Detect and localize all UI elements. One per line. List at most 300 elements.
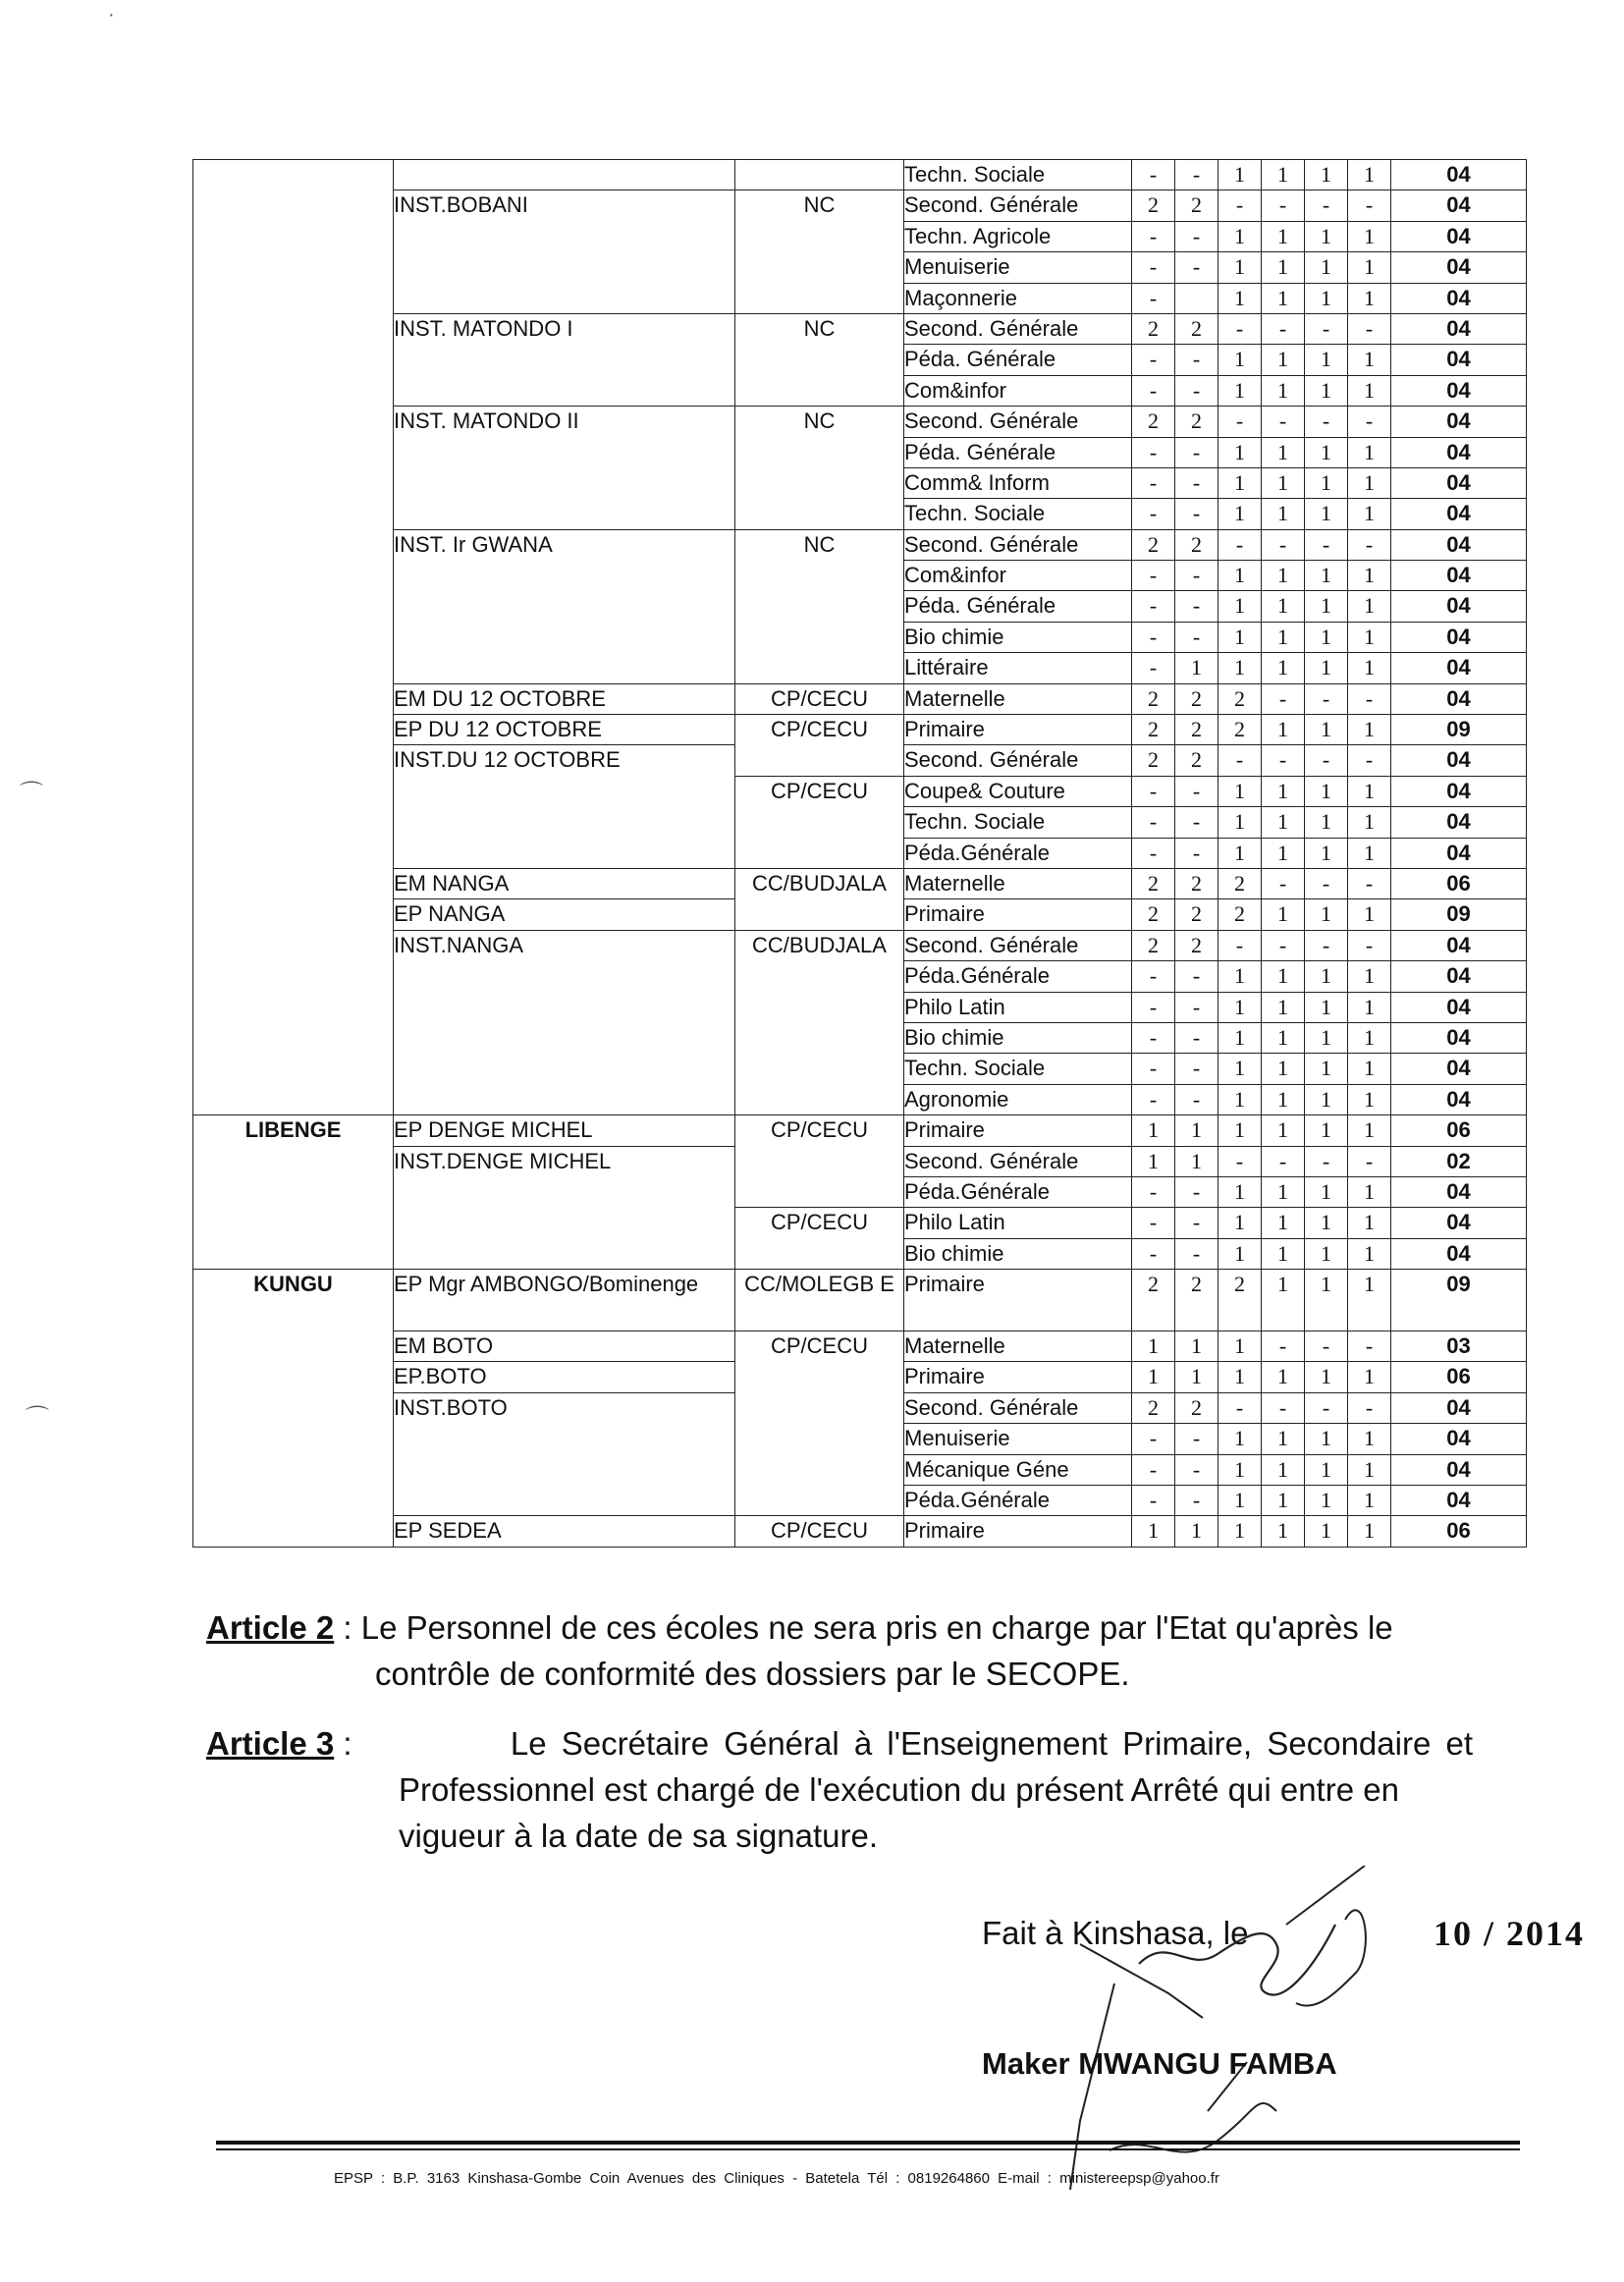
cell-school: [394, 252, 735, 283]
cell-class-count: 1: [1218, 1176, 1262, 1207]
cell-class-count: 1: [1218, 992, 1262, 1022]
cell-total: 04: [1391, 375, 1527, 406]
cell-total: 04: [1391, 1022, 1527, 1053]
cell-class-count: 2: [1132, 529, 1175, 560]
cell-class-count: 1: [1348, 561, 1391, 591]
cell-class-count: 1: [1218, 1115, 1262, 1146]
cell-class-count: 1: [1218, 1362, 1262, 1392]
cell-total: 04: [1391, 992, 1527, 1022]
cell-class-count: -: [1132, 345, 1175, 375]
cell-class-count: 1: [1218, 807, 1262, 838]
cell-management: NC: [735, 313, 904, 344]
cell-total: 04: [1391, 221, 1527, 251]
cell-school: [394, 992, 735, 1022]
cell-school: EP SEDEA: [394, 1516, 735, 1547]
cell-class-count: -: [1262, 1331, 1305, 1362]
cell-management: CP/CECU: [735, 1331, 904, 1362]
cell-class-count: -: [1132, 1486, 1175, 1516]
cell-territory: [193, 1362, 394, 1392]
cell-class-count: 1: [1348, 1115, 1391, 1146]
cell-option: Philo Latin: [904, 1208, 1132, 1238]
cell-class-count: -: [1175, 252, 1218, 283]
cell-option: Techn. Sociale: [904, 160, 1132, 190]
cell-management: [735, 807, 904, 838]
cell-class-count: 1: [1218, 345, 1262, 375]
cell-territory: [193, 992, 394, 1022]
cell-school: [394, 1208, 735, 1238]
cell-class-count: -: [1132, 653, 1175, 683]
cell-option: Primaire: [904, 1516, 1132, 1547]
cell-class-count: 1: [1218, 375, 1262, 406]
cell-option: Maçonnerie: [904, 283, 1132, 313]
cell-class-count: 1: [1262, 1486, 1305, 1516]
table-row: [193, 437, 1527, 467]
cell-school: [394, 160, 735, 190]
cell-territory: [193, 407, 394, 437]
cell-class-count: 1: [1132, 1331, 1175, 1362]
cell-total: 04: [1391, 745, 1527, 776]
cell-class-count: 1: [1218, 838, 1262, 868]
cell-school: [394, 838, 735, 868]
margin-mark: ⌒: [20, 781, 43, 807]
cell-class-count: 2: [1132, 190, 1175, 221]
cell-option: Comm& Inform: [904, 467, 1132, 498]
table-row: [193, 1331, 1527, 1362]
cell-class-count: 1: [1348, 375, 1391, 406]
cell-class-count: 1: [1348, 283, 1391, 313]
cell-territory: [193, 529, 394, 560]
cell-class-count: -: [1132, 622, 1175, 652]
cell-class-count: 2: [1175, 930, 1218, 960]
cell-class-count: 1: [1305, 1424, 1348, 1454]
cell-total: 04: [1391, 561, 1527, 591]
cell-management: [735, 252, 904, 283]
cell-total: 04: [1391, 1054, 1527, 1084]
cell-territory: [193, 499, 394, 529]
cell-class-count: 1: [1305, 1486, 1348, 1516]
cell-management: CC/BUDJALA: [735, 868, 904, 898]
cell-class-count: 2: [1132, 745, 1175, 776]
cell-management: NC: [735, 407, 904, 437]
table-row: [193, 961, 1527, 992]
cell-option: Com&infor: [904, 375, 1132, 406]
cell-total: 04: [1391, 1084, 1527, 1114]
cell-management: NC: [735, 529, 904, 560]
cell-class-count: 1: [1305, 838, 1348, 868]
cell-class-count: 2: [1218, 1270, 1262, 1331]
cell-class-count: 1: [1218, 252, 1262, 283]
cell-option: Agronomie: [904, 1084, 1132, 1114]
table-row: [193, 252, 1527, 283]
cell-class-count: 1: [1262, 1238, 1305, 1269]
cell-territory: [193, 899, 394, 930]
cell-class-count: 1: [1262, 992, 1305, 1022]
cell-class-count: 1: [1305, 776, 1348, 806]
table-row: [193, 375, 1527, 406]
cell-class-count: 1: [1305, 345, 1348, 375]
table-row: [193, 1208, 1527, 1238]
table-row: [193, 313, 1527, 344]
cell-total: 04: [1391, 467, 1527, 498]
cell-class-count: 1: [1218, 653, 1262, 683]
cell-management: [735, 1424, 904, 1454]
cell-class-count: -: [1175, 1208, 1218, 1238]
cell-class-count: 1: [1262, 715, 1305, 745]
cell-management: [735, 1392, 904, 1423]
cell-class-count: 1: [1218, 1238, 1262, 1269]
cell-class-count: 1: [1305, 807, 1348, 838]
article-2-separator: :: [334, 1609, 361, 1646]
cell-class-count: 1: [1305, 1516, 1348, 1547]
cell-class-count: -: [1175, 160, 1218, 190]
cell-territory: [193, 437, 394, 467]
cell-option: Primaire: [904, 715, 1132, 745]
cell-management: [735, 561, 904, 591]
cell-option: Maternelle: [904, 683, 1132, 714]
cell-class-count: -: [1262, 313, 1305, 344]
cell-class-count: 2: [1175, 683, 1218, 714]
cell-territory: [193, 807, 394, 838]
cell-school: [394, 1454, 735, 1485]
cell-class-count: -: [1132, 1022, 1175, 1053]
cell-territory: [193, 345, 394, 375]
cell-total: 04: [1391, 1392, 1527, 1423]
cell-class-count: 1: [1262, 283, 1305, 313]
cell-class-count: -: [1175, 437, 1218, 467]
table-row: [193, 1486, 1527, 1516]
cell-class-count: -: [1175, 221, 1218, 251]
cell-class-count: 2: [1175, 1270, 1218, 1331]
cell-total: 04: [1391, 160, 1527, 190]
article-3-text-line2: Professionnel est chargé de l'exécution du présent Arrêté qui entre en: [399, 1771, 1399, 1808]
cell-class-count: 1: [1348, 1516, 1391, 1547]
table-body: [193, 160, 1527, 1548]
cell-class-count: 1: [1132, 1146, 1175, 1176]
cell-class-count: 1: [1348, 992, 1391, 1022]
cell-class-count: 1: [1132, 1115, 1175, 1146]
cell-class-count: -: [1348, 745, 1391, 776]
cell-class-count: 2: [1132, 407, 1175, 437]
cell-class-count: -: [1175, 807, 1218, 838]
cell-management: [735, 622, 904, 652]
cell-class-count: -: [1132, 961, 1175, 992]
cell-class-count: 1: [1305, 1362, 1348, 1392]
school-list-table: [192, 159, 1527, 1548]
cell-option: Maternelle: [904, 1331, 1132, 1362]
cell-class-count: -: [1132, 375, 1175, 406]
cell-class-count: -: [1175, 622, 1218, 652]
cell-territory: [193, 591, 394, 622]
cell-territory: KUNGU: [193, 1270, 394, 1331]
cell-class-count: 1: [1218, 1054, 1262, 1084]
cell-class-count: 1: [1218, 283, 1262, 313]
cell-class-count: -: [1132, 1238, 1175, 1269]
cell-school: [394, 961, 735, 992]
cell-option: Primaire: [904, 1115, 1132, 1146]
cell-school: EM DU 12 OCTOBRE: [394, 683, 735, 714]
article-3-label: Article 3: [206, 1725, 335, 1762]
table-row: [193, 407, 1527, 437]
cell-option: Bio chimie: [904, 622, 1132, 652]
cell-territory: [193, 868, 394, 898]
cell-class-count: -: [1218, 1392, 1262, 1423]
cell-class-count: 1: [1262, 437, 1305, 467]
cell-class-count: -: [1132, 252, 1175, 283]
cell-class-count: -: [1175, 776, 1218, 806]
cell-class-count: 1: [1218, 961, 1262, 992]
cell-class-count: -: [1132, 437, 1175, 467]
cell-class-count: 1: [1262, 1362, 1305, 1392]
cell-management: [735, 1054, 904, 1084]
cell-territory: [193, 160, 394, 190]
cell-class-count: 1: [1348, 807, 1391, 838]
table-row: [193, 190, 1527, 221]
cell-class-count: 2: [1132, 899, 1175, 930]
cell-school: [394, 375, 735, 406]
cell-option: Second. Générale: [904, 407, 1132, 437]
cell-total: 04: [1391, 807, 1527, 838]
cell-class-count: -: [1132, 561, 1175, 591]
cell-management: [735, 838, 904, 868]
cell-class-count: 1: [1262, 1454, 1305, 1485]
cell-territory: [193, 1238, 394, 1269]
table-row: [193, 561, 1527, 591]
cell-class-count: -: [1175, 992, 1218, 1022]
cell-total: 04: [1391, 1238, 1527, 1269]
cell-class-count: -: [1305, 407, 1348, 437]
cell-class-count: 1: [1305, 622, 1348, 652]
cell-class-count: 1: [1262, 252, 1305, 283]
cell-class-count: 1: [1262, 1084, 1305, 1114]
cell-class-count: 1: [1175, 1331, 1218, 1362]
cell-class-count: -: [1175, 1176, 1218, 1207]
cell-school: [394, 1084, 735, 1114]
cell-class-count: 1: [1305, 375, 1348, 406]
cell-class-count: 1: [1348, 437, 1391, 467]
cell-option: Second. Générale: [904, 529, 1132, 560]
table-row: [193, 1084, 1527, 1114]
cell-class-count: 1: [1218, 1424, 1262, 1454]
cell-class-count: -: [1218, 313, 1262, 344]
cell-class-count: -: [1132, 1176, 1175, 1207]
cell-class-count: 1: [1262, 561, 1305, 591]
cell-territory: [193, 313, 394, 344]
cell-total: 04: [1391, 838, 1527, 868]
cell-management: [735, 591, 904, 622]
table-row: [193, 160, 1527, 190]
cell-class-count: 2: [1132, 868, 1175, 898]
cell-class-count: -: [1305, 683, 1348, 714]
cell-school: [394, 1270, 735, 1331]
cell-class-count: 1: [1348, 467, 1391, 498]
cell-school: INST.NANGA: [394, 930, 735, 960]
cell-class-count: -: [1132, 1454, 1175, 1485]
cell-option: Littéraire: [904, 653, 1132, 683]
cell-class-count: -: [1132, 221, 1175, 251]
cell-total: 04: [1391, 653, 1527, 683]
cell-territory: LIBENGE: [193, 1115, 394, 1146]
table-row: [193, 1270, 1527, 1331]
cell-class-count: -: [1175, 961, 1218, 992]
cell-class-count: 1: [1348, 1424, 1391, 1454]
cell-class-count: 2: [1132, 313, 1175, 344]
table-row: [193, 930, 1527, 960]
article-2: [206, 1604, 1473, 1697]
cell-school: [394, 776, 735, 806]
cell-territory: [193, 1176, 394, 1207]
cell-option: Péda. Générale: [904, 345, 1132, 375]
cell-school: [394, 561, 735, 591]
cell-class-count: 1: [1262, 1208, 1305, 1238]
cell-school: INST.BOTO: [394, 1392, 735, 1423]
cell-territory: [193, 283, 394, 313]
cell-class-count: 1: [1175, 653, 1218, 683]
cell-class-count: -: [1348, 868, 1391, 898]
cell-territory: [193, 930, 394, 960]
cell-class-count: -: [1262, 930, 1305, 960]
cell-management: [735, 467, 904, 498]
cell-management: NC: [735, 190, 904, 221]
cell-class-count: -: [1305, 868, 1348, 898]
cell-class-count: 2: [1218, 715, 1262, 745]
cell-school: INST. MATONDO I: [394, 313, 735, 344]
cell-option: Philo Latin: [904, 992, 1132, 1022]
cell-total: 04: [1391, 313, 1527, 344]
cell-class-count: 2: [1132, 715, 1175, 745]
cell-management: [735, 345, 904, 375]
cell-class-count: 1: [1305, 653, 1348, 683]
cell-class-count: 1: [1175, 1516, 1218, 1547]
cell-total: 04: [1391, 529, 1527, 560]
cell-class-count: 1: [1348, 776, 1391, 806]
cell-class-count: 1: [1305, 1238, 1348, 1269]
cell-management: CP/CECU: [735, 776, 904, 806]
cell-class-count: 1: [1175, 1115, 1218, 1146]
cell-class-count: 2: [1175, 745, 1218, 776]
cell-class-count: -: [1132, 1054, 1175, 1084]
cell-total: 04: [1391, 776, 1527, 806]
cell-school: [394, 653, 735, 683]
cell-class-count: 1: [1218, 1331, 1262, 1362]
cell-class-count: 1: [1305, 1270, 1348, 1331]
cell-territory: [193, 252, 394, 283]
cell-class-count: 1: [1262, 345, 1305, 375]
cell-school: [394, 1054, 735, 1084]
cell-school: [394, 1022, 735, 1053]
cell-class-count: -: [1262, 745, 1305, 776]
cell-territory: [193, 776, 394, 806]
cell-class-count: 1: [1348, 961, 1391, 992]
table-row: [193, 529, 1527, 560]
cell-class-count: 1: [1218, 776, 1262, 806]
cell-class-count: -: [1262, 190, 1305, 221]
cell-class-count: -: [1262, 683, 1305, 714]
signatory-name: Maker MWANGU FAMBA: [982, 2046, 1337, 2081]
cell-class-count: 2: [1175, 868, 1218, 898]
cell-total: 06: [1391, 868, 1527, 898]
cell-management: CC/BUDJALA: [735, 930, 904, 960]
cell-class-count: 1: [1305, 437, 1348, 467]
cell-total: 09: [1391, 715, 1527, 745]
cell-management: [735, 745, 904, 776]
table-row: [193, 1392, 1527, 1423]
cell-class-count: -: [1132, 838, 1175, 868]
cell-management: [735, 221, 904, 251]
cell-class-count: 1: [1305, 961, 1348, 992]
place-date-line: Fait à Kinshasa, le: [982, 1915, 1249, 1951]
cell-option: Second. Générale: [904, 190, 1132, 221]
cell-territory: [193, 221, 394, 251]
cell-territory: [193, 745, 394, 776]
cell-class-count: 2: [1175, 529, 1218, 560]
cell-class-count: -: [1262, 868, 1305, 898]
cell-option: Péda.Générale: [904, 961, 1132, 992]
cell-class-count: 2: [1175, 1392, 1218, 1423]
cell-management: CP/CECU: [735, 715, 904, 745]
cell-option: Second. Générale: [904, 745, 1132, 776]
cell-school: INST.DENGE MICHEL: [394, 1146, 735, 1176]
cell-management: CP/CECU: [735, 683, 904, 714]
cell-option: Bio chimie: [904, 1022, 1132, 1053]
table-row: [193, 345, 1527, 375]
cell-total: 04: [1391, 345, 1527, 375]
cell-class-count: 1: [1262, 1115, 1305, 1146]
cell-class-count: 1: [1218, 561, 1262, 591]
cell-class-count: 1: [1262, 961, 1305, 992]
cell-class-count: 1: [1348, 1022, 1391, 1053]
table-row: [193, 1022, 1527, 1053]
cell-class-count: 1: [1218, 1022, 1262, 1053]
cell-class-count: -: [1218, 529, 1262, 560]
table-row: [193, 1424, 1527, 1454]
cell-class-count: 1: [1348, 653, 1391, 683]
article-3: [206, 1720, 1473, 1859]
cell-total: 09: [1391, 1270, 1527, 1331]
cell-class-count: -: [1175, 1084, 1218, 1114]
cell-option: Bio chimie: [904, 1238, 1132, 1269]
table-row: [193, 807, 1527, 838]
cell-class-count: 1: [1305, 1208, 1348, 1238]
cell-class-count: 1: [1262, 591, 1305, 622]
cell-school: [394, 283, 735, 313]
cell-territory: [193, 683, 394, 714]
cell-class-count: 1: [1305, 1176, 1348, 1207]
cell-option: Menuiserie: [904, 252, 1132, 283]
cell-class-count: 1: [1305, 992, 1348, 1022]
cell-class-count: 1: [1218, 221, 1262, 251]
cell-class-count: 1: [1262, 1424, 1305, 1454]
cell-management: [735, 1176, 904, 1207]
cell-class-count: 1: [1218, 1208, 1262, 1238]
cell-class-count: 2: [1175, 190, 1218, 221]
cell-class-count: -: [1132, 499, 1175, 529]
cell-class-count: 1: [1262, 653, 1305, 683]
cell-class-count: 1: [1348, 1208, 1391, 1238]
cell-class-count: 1: [1348, 591, 1391, 622]
cell-class-count: -: [1175, 375, 1218, 406]
table-row: [193, 1238, 1527, 1269]
cell-class-count: 2: [1218, 683, 1262, 714]
cell-class-count: 1: [1305, 221, 1348, 251]
cell-total: 09: [1391, 899, 1527, 930]
cell-territory: [193, 1331, 394, 1362]
cell-school: [394, 437, 735, 467]
cell-class-count: -: [1218, 930, 1262, 960]
cell-school: INST. MATONDO II: [394, 407, 735, 437]
cell-territory: [193, 1392, 394, 1423]
footer-rule-thick: [216, 2141, 1520, 2145]
cell-total: 04: [1391, 499, 1527, 529]
